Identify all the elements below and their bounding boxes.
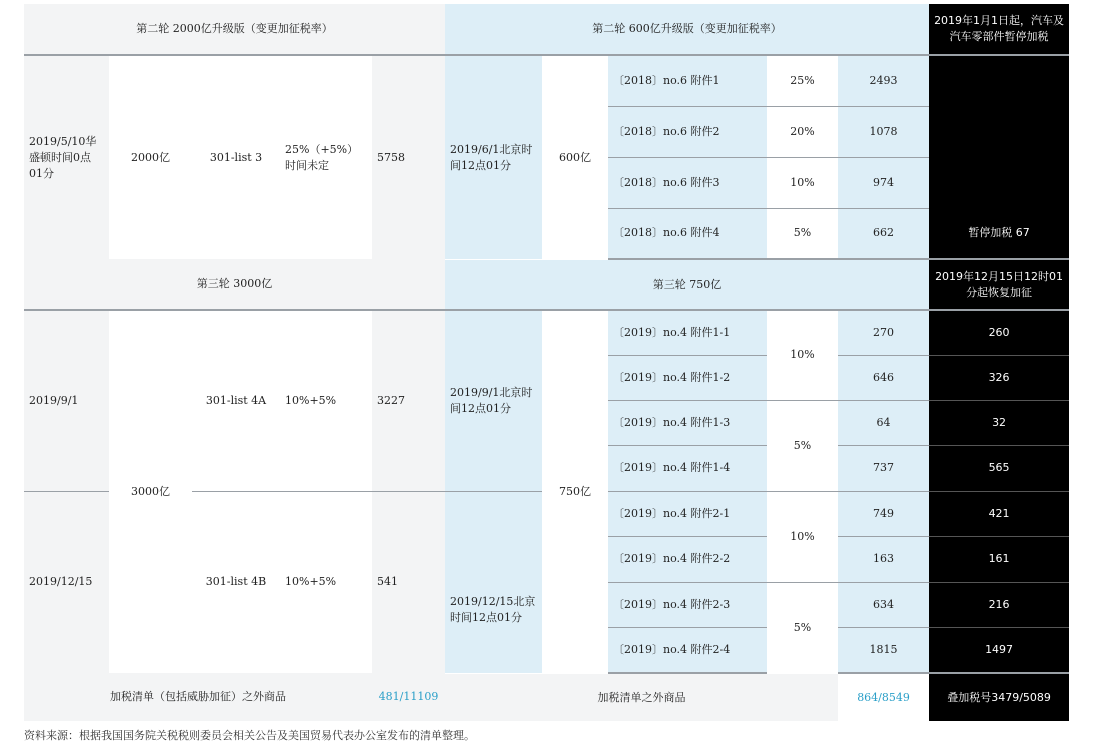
round2-row — [24, 55, 1069, 106]
round3-item: 〔2019〕no.4 附件1-4 — [608, 445, 767, 491]
round3-count: 634 — [838, 582, 929, 627]
round3-us-date-a: 2019/9/1 — [24, 310, 109, 491]
round2-item: 〔2018〕no.6 附件1 — [608, 55, 767, 106]
round3-item: 〔2019〕no.4 附件2-4 — [608, 627, 767, 673]
round3-us-rate-b: 10%+5% — [280, 491, 372, 673]
round2-header-row — [24, 4, 1069, 55]
round3-black-count: 32 — [929, 400, 1069, 445]
round3-count: 270 — [838, 310, 929, 355]
round3-cn-header: 第三轮 750亿 — [445, 259, 929, 310]
round3-cn-amount: 750亿 — [542, 310, 608, 673]
round2-item: 〔2018〕no.6 附件4 — [608, 208, 767, 259]
round2-count: 662 — [838, 208, 929, 259]
round2-count: 2493 — [838, 55, 929, 106]
round2-us-rate: 25%（+5%）时间未定 — [280, 55, 372, 259]
round3-count: 749 — [838, 491, 929, 536]
round2-note — [929, 157, 1069, 208]
summary-row — [24, 673, 1069, 721]
us-excluded-value: 481/11109 — [372, 673, 445, 721]
round2-rate: 10% — [767, 157, 838, 208]
us-excluded-label: 加税清单（包括威胁加征）之外商品 — [24, 673, 372, 721]
round2-rate: 5% — [767, 208, 838, 259]
round3-us-count-a: 3227 — [372, 310, 445, 491]
round3-count: 163 — [838, 536, 929, 582]
overlap-tariff-value: 叠加税号3479/5089 — [929, 673, 1069, 721]
tariff-table — [24, 4, 1069, 721]
round3-us-amount: 3000亿 — [109, 310, 192, 673]
round3-cn-date-b: 2019/12/15北京时间12点01分 — [445, 491, 542, 673]
round2-us-count: 5758 — [372, 55, 445, 259]
source-note: 资料来源：根据我国国务院关税税则委员会相关公告及美国贸易代表办公室发布的清单整理。 — [24, 729, 475, 742]
round3-black-count: 326 — [929, 355, 1069, 400]
round3-us-list-b: 301-list 4B — [192, 491, 280, 673]
round3-rate: 10% — [767, 491, 838, 582]
round3-item: 〔2019〕no.4 附件2-1 — [608, 491, 767, 536]
round2-item: 〔2018〕no.6 附件3 — [608, 157, 767, 208]
round2-cn-date: 2019/6/1北京时间12点01分 — [445, 55, 542, 259]
round2-cn-header: 第二轮 600亿升级版（变更加征税率） — [445, 4, 929, 55]
round2-auto-header: 2019年1月1日起，汽车及汽车零部件暂停加税 — [929, 4, 1069, 55]
round2-note: 暂停加税 67 — [929, 208, 1069, 259]
round2-count: 1078 — [838, 106, 929, 157]
round3-us-rate-a: 10%+5% — [280, 310, 372, 491]
round3-rate: 5% — [767, 582, 838, 673]
round3-black-count: 565 — [929, 445, 1069, 491]
round3-resume-header: 2019年12月15日12时01分起恢复加征 — [929, 259, 1069, 310]
round2-us-date: 2019/5/10华盛顿时间0点01分 — [24, 55, 109, 259]
round2-us-list: 301-list 3 — [192, 55, 280, 259]
round3-item: 〔2019〕no.4 附件1-2 — [608, 355, 767, 400]
cn-excluded-value: 864/8549 — [838, 673, 929, 721]
round3-black-count: 421 — [929, 491, 1069, 536]
round2-note — [929, 106, 1069, 157]
round2-note — [929, 55, 1069, 106]
round3-item: 〔2019〕no.4 附件2-3 — [608, 582, 767, 627]
round3-item: 〔2019〕no.4 附件2-2 — [608, 536, 767, 582]
round3-row — [24, 310, 1069, 355]
round2-rate: 25% — [767, 55, 838, 106]
round3-black-count: 260 — [929, 310, 1069, 355]
round2-count: 974 — [838, 157, 929, 208]
round3-black-count: 1497 — [929, 627, 1069, 673]
round3-item: 〔2019〕no.4 附件1-3 — [608, 400, 767, 445]
round3-us-date-b: 2019/12/15 — [24, 491, 109, 673]
round3-count: 64 — [838, 400, 929, 445]
round3-rate: 5% — [767, 400, 838, 491]
round3-rate: 10% — [767, 310, 838, 400]
round2-item: 〔2018〕no.6 附件2 — [608, 106, 767, 157]
round3-cn-date-a: 2019/9/1北京时间12点01分 — [445, 310, 542, 491]
round2-cn-amount: 600亿 — [542, 55, 608, 259]
round3-count: 1815 — [838, 627, 929, 673]
tariff-table-container — [24, 4, 1069, 723]
round3-us-count-b: 541 — [372, 491, 445, 673]
cn-excluded-label: 加税清单之外商品 — [445, 673, 838, 721]
round3-us-header: 第三轮 3000亿 — [24, 259, 445, 310]
round3-black-count: 161 — [929, 536, 1069, 582]
round3-count: 737 — [838, 445, 929, 491]
round3-count: 646 — [838, 355, 929, 400]
round2-us-amount: 2000亿 — [109, 55, 192, 259]
round2-us-header: 第二轮 2000亿升级版（变更加征税率） — [24, 4, 445, 55]
round3-us-list-a: 301-list 4A — [192, 310, 280, 491]
round3-item: 〔2019〕no.4 附件1-1 — [608, 310, 767, 355]
round2-rate: 20% — [767, 106, 838, 157]
round3-black-count: 216 — [929, 582, 1069, 627]
round3-header-row — [24, 259, 1069, 310]
